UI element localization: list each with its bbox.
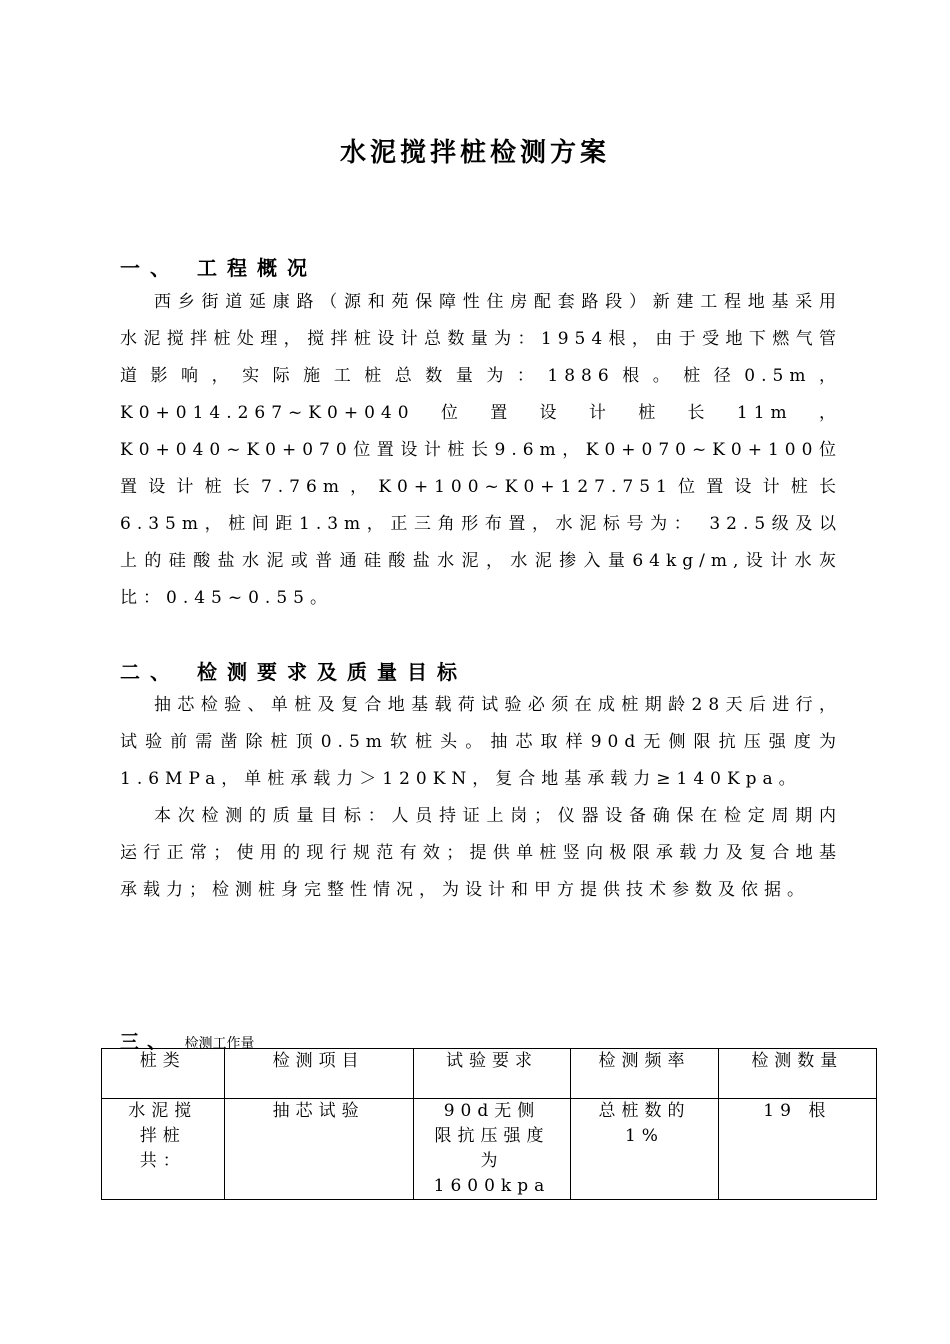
- header-test-frequency: 检测频率: [571, 1049, 718, 1099]
- cell-test-quantity: 19 根: [718, 1099, 876, 1200]
- cell-test-requirement: 90d无侧限抗压强度为1600kpa: [413, 1099, 571, 1200]
- workload-table: [101, 1048, 877, 1200]
- section1-heading: 一、 工程概况: [120, 256, 317, 280]
- section2-paragraph-2: 本次检测的质量目标：人员持证上岗；仪器设备确保在检定周期内运行正常；使用的现行规范有效；提供单桩竖向极限承载力及复合地基承载力；检测桩身完整性情况，为设计和甲方提供技术参数及依据。: [120, 806, 842, 900]
- table-row: [102, 1099, 877, 1200]
- section2-paragraph-1: 抽芯检验、单桩及复合地基载荷试验必须在成桩期龄28天后进行，试验前需凿除桩顶0.5m软桩头。抽芯取样90d无侧限抗压强度为1.6MPa，单桩承载力＞120KN，复合地基承载力≥140Kpa。: [120, 695, 842, 789]
- section1-paragraph: 西乡街道延康路（源和苑保障性住房配套路段）新建工程地基采用水泥搅拌桩处理，搅拌桩设计总数量为：1954根，由于受地下燃气管道影响，实际施工桩总数量为：1886根。桩径0.5m，K0+014.267~K0+040位置设计桩长11m，K0+040~K0+070位置设计桩长9.6m，K0+070~K0+100位置设计桩长7.76m，K0+100~K0+127.751位置设计桩长6.35m，桩间距1.3m，正三角形布置，水泥标号为： 32.5级及以上的硅酸盐水泥或普通硅酸盐水泥，水泥掺入量64kg/m,设计水灰比：0.45~0.55。: [120, 292, 842, 608]
- cell-test-frequency: 总桩数的 1%: [571, 1099, 718, 1200]
- section3-number: 三、: [120, 1031, 175, 1053]
- cell-test-item: 抽芯试验: [224, 1099, 413, 1200]
- header-test-quantity: 检测数量: [718, 1049, 876, 1099]
- header-test-requirement: 试验要求: [413, 1049, 571, 1099]
- header-pile-type: 桩类: [102, 1049, 225, 1099]
- page-title: 水泥搅拌桩检测方案: [339, 138, 610, 168]
- section1-body: [120, 284, 842, 617]
- header-test-item: 检测项目: [224, 1049, 413, 1099]
- section2-body: [120, 687, 842, 909]
- section3-label: 检测工作量: [184, 1036, 255, 1052]
- cell-pile-type: 水泥搅拌桩共：: [102, 1099, 225, 1200]
- section2-heading: 二、 检测要求及质量目标: [120, 660, 467, 684]
- table-header-row: [102, 1049, 877, 1099]
